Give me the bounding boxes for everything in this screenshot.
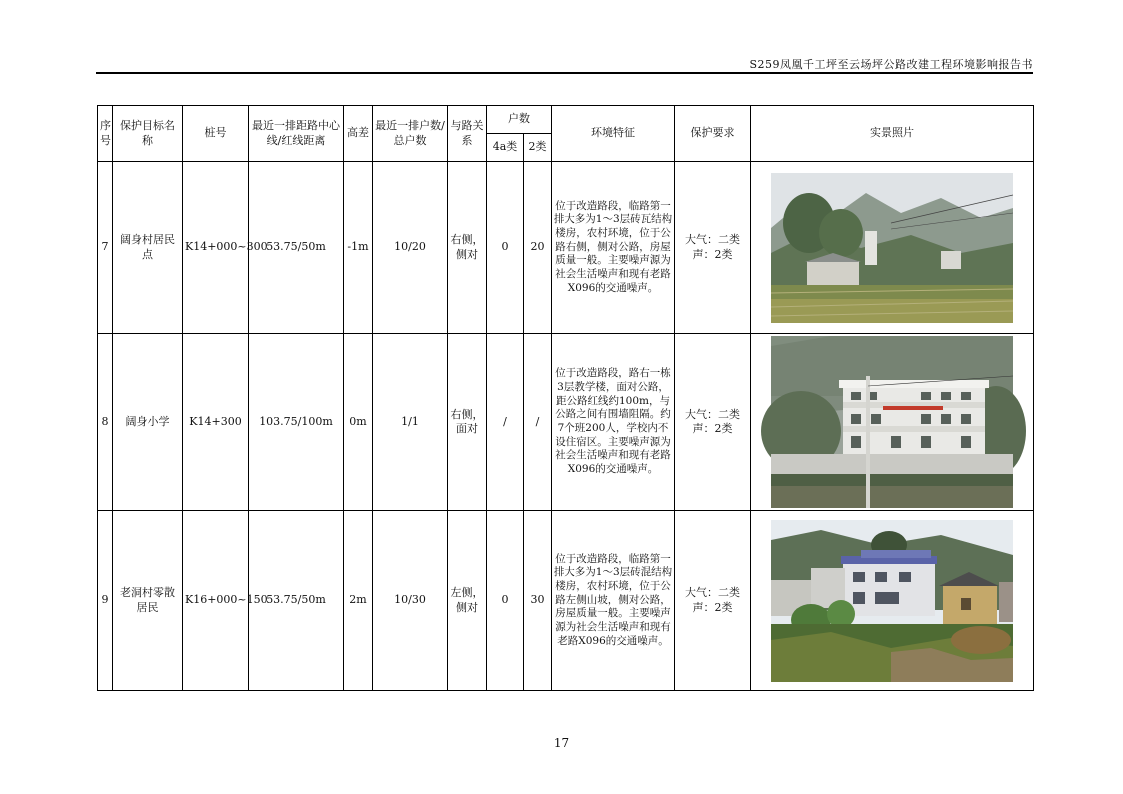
protection-target-table bbox=[97, 105, 1034, 691]
cell-households: 1/1 bbox=[373, 334, 448, 511]
cell-class-2: / bbox=[524, 334, 552, 511]
header-seq: 序号 bbox=[98, 106, 113, 162]
cell-target: 阔身村居民点 bbox=[113, 162, 183, 334]
header-rule bbox=[96, 72, 1033, 74]
cell-height-diff: 2m bbox=[344, 511, 373, 691]
cell-class-2: 20 bbox=[524, 162, 552, 334]
cell-station: K16+000~150 bbox=[183, 511, 249, 691]
cell-distance: 103.75/100m bbox=[249, 334, 344, 511]
header-relation: 与路关系 bbox=[448, 106, 487, 162]
cell-distance: 53.75/50m bbox=[249, 162, 344, 334]
document-header-title: S259凤凰千工坪至云场坪公路改建工程环境影响报告书 bbox=[749, 58, 1033, 71]
cell-protection: 大气：二类声：2类 bbox=[675, 334, 751, 511]
cell-environment: 位于改造路段，临路第一排大多为1～3层砖混结构楼房，农村环境，位于公路左侧山坡，侧对公路，房屋质量一般。主要噪声源为社会生活噪声和现有老路X096的交通噪声。 bbox=[552, 511, 675, 691]
header-photo: 实景照片 bbox=[751, 106, 1034, 162]
header-environment: 环境特征 bbox=[552, 106, 675, 162]
cell-relation: 右侧，面对 bbox=[448, 334, 487, 511]
cell-target: 老洞村零散居民 bbox=[113, 511, 183, 691]
page-number: 17 bbox=[553, 736, 570, 750]
cell-households: 10/30 bbox=[373, 511, 448, 691]
header-station: 桩号 bbox=[183, 106, 249, 162]
cell-environment: 位于改造路段，临路第一排大多为1～3层砖瓦结构楼房，农村环境，位于公路右侧，侧对公路，房屋质量一般。主要噪声源为社会生活噪声和现有老路X096的交通噪声。 bbox=[552, 162, 675, 334]
cell-seq: 9 bbox=[98, 511, 113, 691]
cell-class-4a: 0 bbox=[487, 511, 524, 691]
cell-protection: 大气：二类声：2类 bbox=[675, 511, 751, 691]
cell-class-2: 30 bbox=[524, 511, 552, 691]
header-target: 保护目标名称 bbox=[113, 106, 183, 162]
table-row bbox=[98, 162, 1034, 334]
cell-relation: 右侧，侧对 bbox=[448, 162, 487, 334]
cell-protection: 大气：二类声：2类 bbox=[675, 162, 751, 334]
cell-photo bbox=[751, 511, 1034, 691]
cell-height-diff: -1m bbox=[344, 162, 373, 334]
header-protection: 保护要求 bbox=[675, 106, 751, 162]
cell-station: K14+300 bbox=[183, 334, 249, 511]
header-height-diff: 高差 bbox=[344, 106, 373, 162]
cell-station: K14+000~300 bbox=[183, 162, 249, 334]
header-distance: 最近一排距路中心线/红线距离 bbox=[249, 106, 344, 162]
cell-relation: 左侧，侧对 bbox=[448, 511, 487, 691]
cell-photo bbox=[751, 162, 1034, 334]
scattered-residences-photo bbox=[771, 520, 1013, 682]
cell-seq: 7 bbox=[98, 162, 113, 334]
school-building-photo bbox=[771, 336, 1013, 508]
table-row bbox=[98, 511, 1034, 691]
header-class-4a: 4a类 bbox=[487, 134, 524, 162]
header-household-count: 户数 bbox=[487, 106, 552, 134]
cell-seq: 8 bbox=[98, 334, 113, 511]
cell-households: 10/20 bbox=[373, 162, 448, 334]
cell-target: 阔身小学 bbox=[113, 334, 183, 511]
header-households: 最近一排户数/总户数 bbox=[373, 106, 448, 162]
cell-class-4a: / bbox=[487, 334, 524, 511]
table-row bbox=[98, 334, 1034, 511]
header-class-2: 2类 bbox=[524, 134, 552, 162]
cell-environment: 位于改造路段，路右一栋3层教学楼，面对公路，距公路红线约100m，与公路之间有围墙阻隔。约7个班200人，学校内不设住宿区。主要噪声源为社会生活噪声和现有老路X096的交通噪声。 bbox=[552, 334, 675, 511]
cell-photo bbox=[751, 334, 1034, 511]
cell-distance: 53.75/50m bbox=[249, 511, 344, 691]
village-houses-photo bbox=[771, 173, 1013, 323]
cell-height-diff: 0m bbox=[344, 334, 373, 511]
cell-class-4a: 0 bbox=[487, 162, 524, 334]
